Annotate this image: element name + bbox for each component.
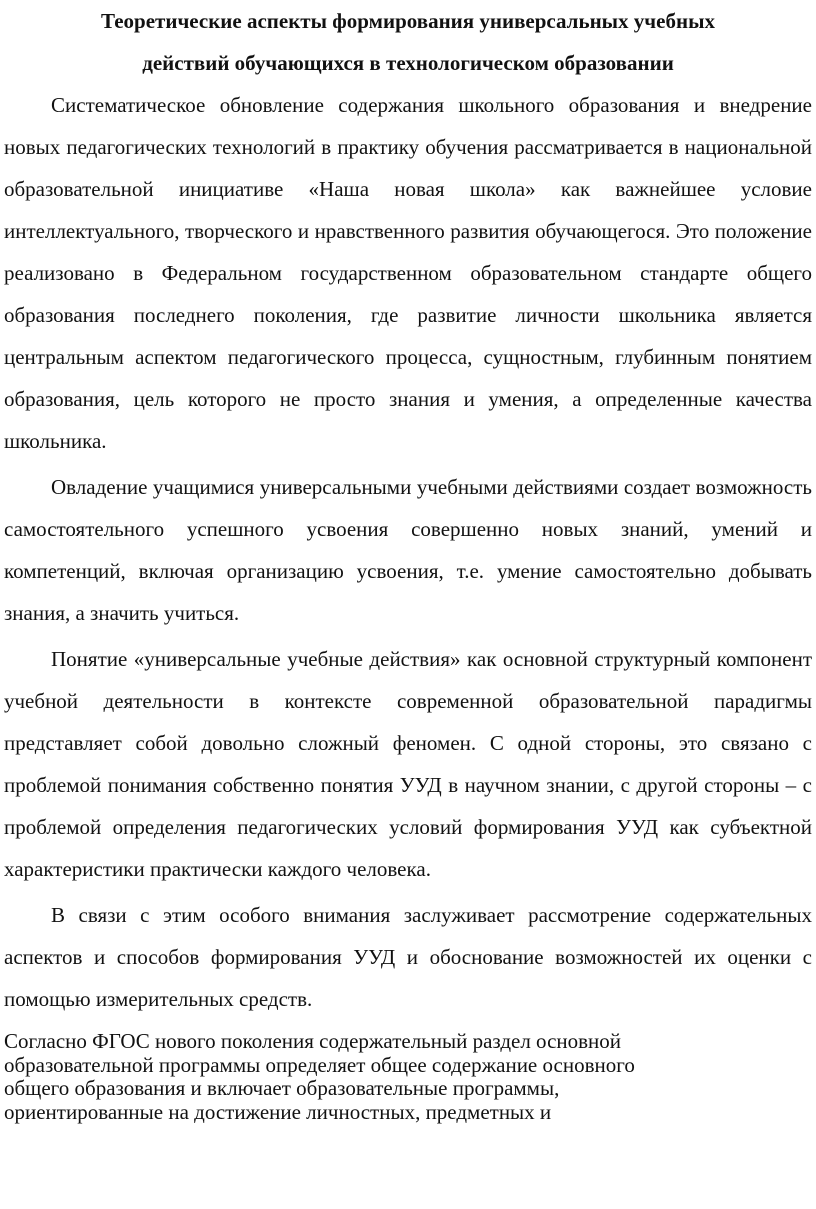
title-line: Теоретические аспекты формирования универсальных учебных xyxy=(101,9,715,33)
paragraph-5 xyxy=(4,1030,812,1124)
paragraph-3: Понятие «универсальные учебные действия» как основной структурный компонент учебной деятельности в контексте современной образовательной парадигмы представляет собой довольно сложный феномен. С одной стороны, это связано с проблемой понимания собственно понятия УУД в научном знании, с другой стороны – с проблемой определения педагогических условий формирования УУД как субъектной характеристики практически каждого человека. xyxy=(4,647,812,881)
paragraph-2: Овладение учащимися универсальными учебными действиями создает возможность самостоятельного успешного усвоения совершенно новых знаний, умений и компетенций, включая организацию усвоения, т.е. умение самостоятельно добывать знания, а значить учиться. xyxy=(4,475,812,625)
tail-line: общего образования и включает образовательные программы, xyxy=(4,1076,560,1100)
paragraph-1: Систематическое обновление содержания школьного образования и внедрение новых педагогических технологий в практику обучения рассматривается в национальной образовательной инициативе «Наша новая школа» как важнейшее условие интеллектуального, творческого и нравственного развития обучающегося. Это положение реализовано в Федеральном государственном образовательном стандарте общего образования последнего поколения, где развитие личности школьника является центральным аспектом педагогического процесса, сущностным, глубинным понятием образования, цель которого не просто знания и умения, а определенные качества школьника. xyxy=(4,93,812,453)
title-line: действий обучающихся в технологическом образовании xyxy=(142,51,674,75)
paragraph-4: В связи с этим особого внимания заслуживает рассмотрение содержательных аспектов и способов формирования УУД и обоснование возможностей их оценки с помощью измерительных средств. xyxy=(4,903,812,1011)
tail-line: ориентированные на достижение личностных, предметных и xyxy=(4,1099,552,1124)
document-title xyxy=(4,0,812,84)
tail-line: образовательной программы определяет общее содержание основного xyxy=(4,1052,635,1077)
tail-line: Согласно ФГОС нового поколения содержательный раздел основной xyxy=(4,1029,622,1053)
